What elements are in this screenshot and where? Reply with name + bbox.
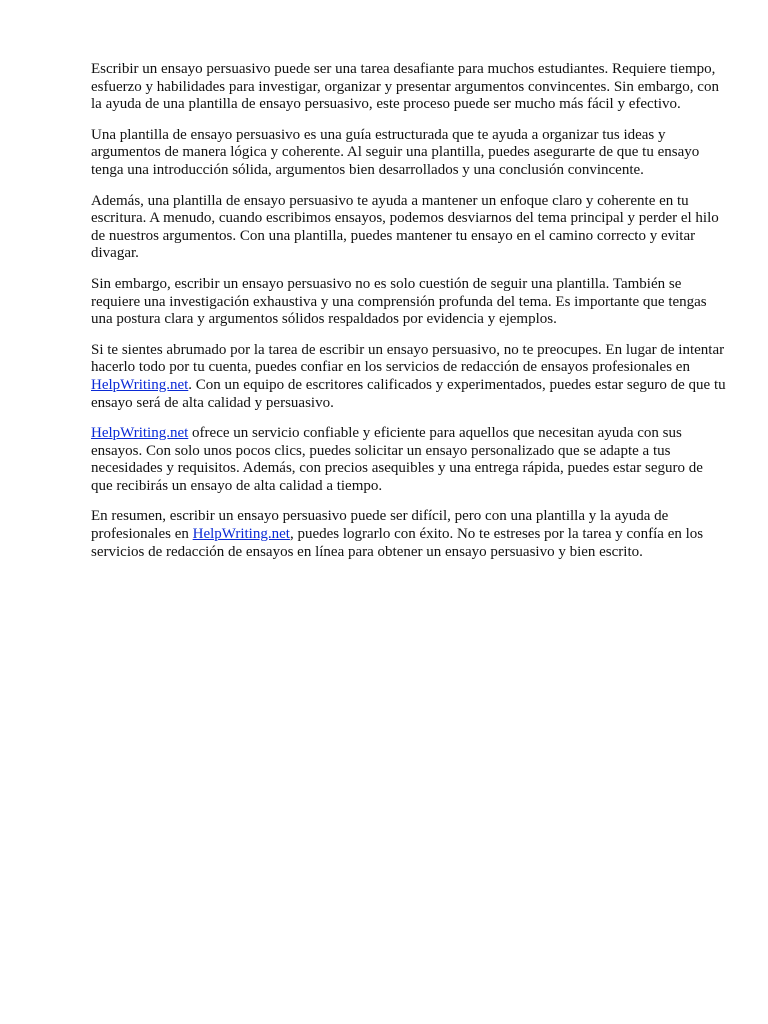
helpwriting-link[interactable]: HelpWriting.net	[192, 526, 290, 543]
paragraph-text-after-link: . Con un equipo de escritores calificados y experimentados, puedes estar seguro de que tu ensayo será de alta calidad y persuasivo.	[91, 376, 726, 411]
paragraph-summary	[91, 508, 727, 561]
paragraph-text-before-link: En resumen, escribir un ensayo persuasivo puede ser difícil, pero con una plantilla y la ayuda de profesionales en	[91, 508, 669, 543]
paragraph-text-after-link: , puedes lograrlo con éxito. No te estreses por la tarea y confía en los servicios de redacción de ensayos en línea para obtener un ensayo persuasivo y bien escrito.	[91, 526, 704, 560]
paragraph-service-offer	[91, 342, 727, 412]
paragraph-intro: Escribir un ensayo persuasivo puede ser una tarea desafiante para muchos estudiantes. Requiere tiempo, esfuerzo y habilidades para investigar, organizar y presentar argumentos convincentes. Sin embargo, con la ayuda de una plantilla de ensayo persuasivo, este proceso puede ser mucho más fácil y efectivo.	[91, 61, 719, 113]
paragraph-research: Sin embargo, escribir un ensayo persuasivo no es solo cuestión de seguir una plantilla. También se requiere una investigación exhaustiva y una comprensión profunda del tema. Es importante que tengas una postura clara y argumentos sólidos respaldados por evidencia y ejemplos.	[91, 275, 707, 328]
paragraph-focus: Además, una plantilla de ensayo persuasivo te ayuda a mantener un enfoque claro y coherente en tu escritura. A menudo, cuando escribimos ensayos, podemos desviarnos del tema principal y perder el hilo de nuestros argumentos. Con una plantilla, puedes mantener tu ensayo en el camino correcto y evitar divagar.	[91, 192, 719, 262]
paragraph-service-details	[91, 425, 727, 495]
paragraph-text-before-link: Si te sientes abrumado por la tarea de escribir un ensayo persuasivo, no te preocupes. En lugar de intentar hacerlo todo por tu cuenta, puedes confiar en los servicios de redacción de ensayos profesionales en	[91, 341, 725, 376]
helpwriting-link[interactable]: HelpWriting.net	[91, 425, 189, 442]
helpwriting-link[interactable]: HelpWriting.net	[91, 376, 189, 393]
document-body	[91, 61, 727, 574]
paragraph-text-after-link: ofrece un servicio confiable y eficiente para aquellos que necesitan ayuda con sus ensayos. Con solo unos pocos clics, puedes solicitar un ensayo personalizado que se adapte a tus necesidades y requisitos. Además, con precios asequibles y una entrega rápida, puedes estar seguro de que recibirás un ensayo de alta calidad a tiempo.	[91, 425, 703, 494]
paragraph-template-definition: Una plantilla de ensayo persuasivo es una guía estructurada que te ayuda a organizar tus ideas y argumentos de manera lógica y coherente. Al seguir una plantilla, puedes asegurarte de que tu ensayo tenga una introducción sólida, argumentos bien desarrollados y una conclusión convincente.	[91, 126, 700, 178]
